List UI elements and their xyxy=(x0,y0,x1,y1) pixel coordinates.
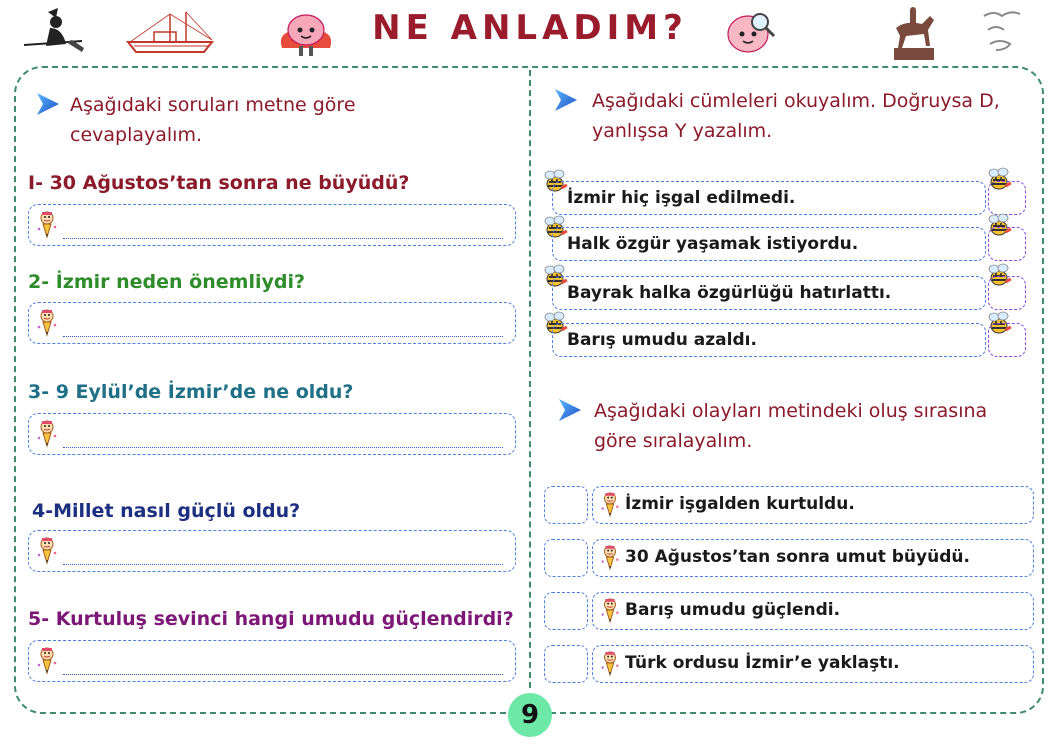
pencil-icon xyxy=(35,418,59,448)
event-2 xyxy=(592,539,1034,577)
arrow-icon xyxy=(34,90,62,118)
pencil-icon xyxy=(35,307,59,337)
pencil-icon xyxy=(599,490,621,518)
answer-line xyxy=(63,238,503,239)
statement-3: Bayrak halka özgürlüğü hatırlattı. xyxy=(552,276,986,310)
answer-line xyxy=(63,447,503,448)
order-number-box-1[interactable] xyxy=(544,486,588,524)
dy-answer-box-1[interactable] xyxy=(988,181,1026,215)
answer-line xyxy=(63,336,503,337)
page-title: NE ANLADIM? xyxy=(372,8,688,48)
question-1: I- 30 Ağustos’tan sonra ne büyüdü? xyxy=(28,172,410,194)
question-3: 3- 9 Eylül’de İzmir’de ne oldu? xyxy=(28,381,354,403)
answer-line xyxy=(63,674,503,675)
answer-box-3[interactable] xyxy=(28,413,516,455)
question-5: 5- Kurtuluş sevinci hangi umudu güçlendirdi? xyxy=(28,608,514,630)
dy-answer-box-3[interactable] xyxy=(988,276,1026,310)
pencil-icon xyxy=(599,596,621,624)
event-text: 30 Ağustos’tan sonra umut büyüdü. xyxy=(625,547,970,567)
answer-box-5[interactable] xyxy=(28,640,516,682)
dy-answer-box-4[interactable] xyxy=(988,323,1026,357)
event-text: İzmir işgalden kurtuldu. xyxy=(625,494,855,514)
left-instruction: Aşağıdaki soruları metne göre cevaplayalım. xyxy=(70,94,356,146)
order-number-box-3[interactable] xyxy=(544,592,588,630)
pencil-icon xyxy=(35,209,59,239)
pencil-icon xyxy=(599,649,621,677)
order-number-box-2[interactable] xyxy=(544,539,588,577)
statement-4: Barış umudu azaldı. xyxy=(552,323,986,357)
statement-2: Halk özgür yaşamak istiyordu. xyxy=(552,227,986,261)
order-number-box-4[interactable] xyxy=(544,645,588,683)
event-4 xyxy=(592,645,1034,683)
answer-box-1[interactable] xyxy=(28,204,516,246)
pencil-icon xyxy=(599,543,621,571)
page-number-badge: 9 xyxy=(508,693,552,737)
event-1 xyxy=(592,486,1034,524)
birds-icon xyxy=(976,6,1026,62)
pencil-icon xyxy=(35,645,59,675)
dy-answer-box-2[interactable] xyxy=(988,227,1026,261)
statement-1: İzmir hiç işgal edilmedi. xyxy=(552,181,986,215)
question-2: 2- İzmir neden önemliydi? xyxy=(28,271,305,293)
answer-line xyxy=(63,564,503,565)
ordering-instruction: Aşağıdaki olayları metindeki oluş sırasına göre sıralayalım. xyxy=(594,400,988,452)
event-text: Türk ordusu İzmir’e yaklaştı. xyxy=(625,653,900,673)
true-false-instruction: Aşağıdaki cümleleri okuyalım. Doğruysa D, yanlışsa Y yazalım. xyxy=(592,90,1000,142)
arrow-icon xyxy=(552,86,580,114)
answer-box-4[interactable] xyxy=(28,530,516,572)
answer-box-2[interactable] xyxy=(28,302,516,344)
event-text: Barış umudu güçlendi. xyxy=(625,600,841,620)
column-divider xyxy=(529,70,531,688)
event-3 xyxy=(592,592,1034,630)
brain-magnifier-icon xyxy=(720,8,778,60)
question-4: 4-Millet nasıl güçlü oldu? xyxy=(32,500,301,522)
horse-statue-icon xyxy=(882,6,942,62)
arrow-icon xyxy=(556,396,584,424)
pencil-icon xyxy=(35,535,59,565)
